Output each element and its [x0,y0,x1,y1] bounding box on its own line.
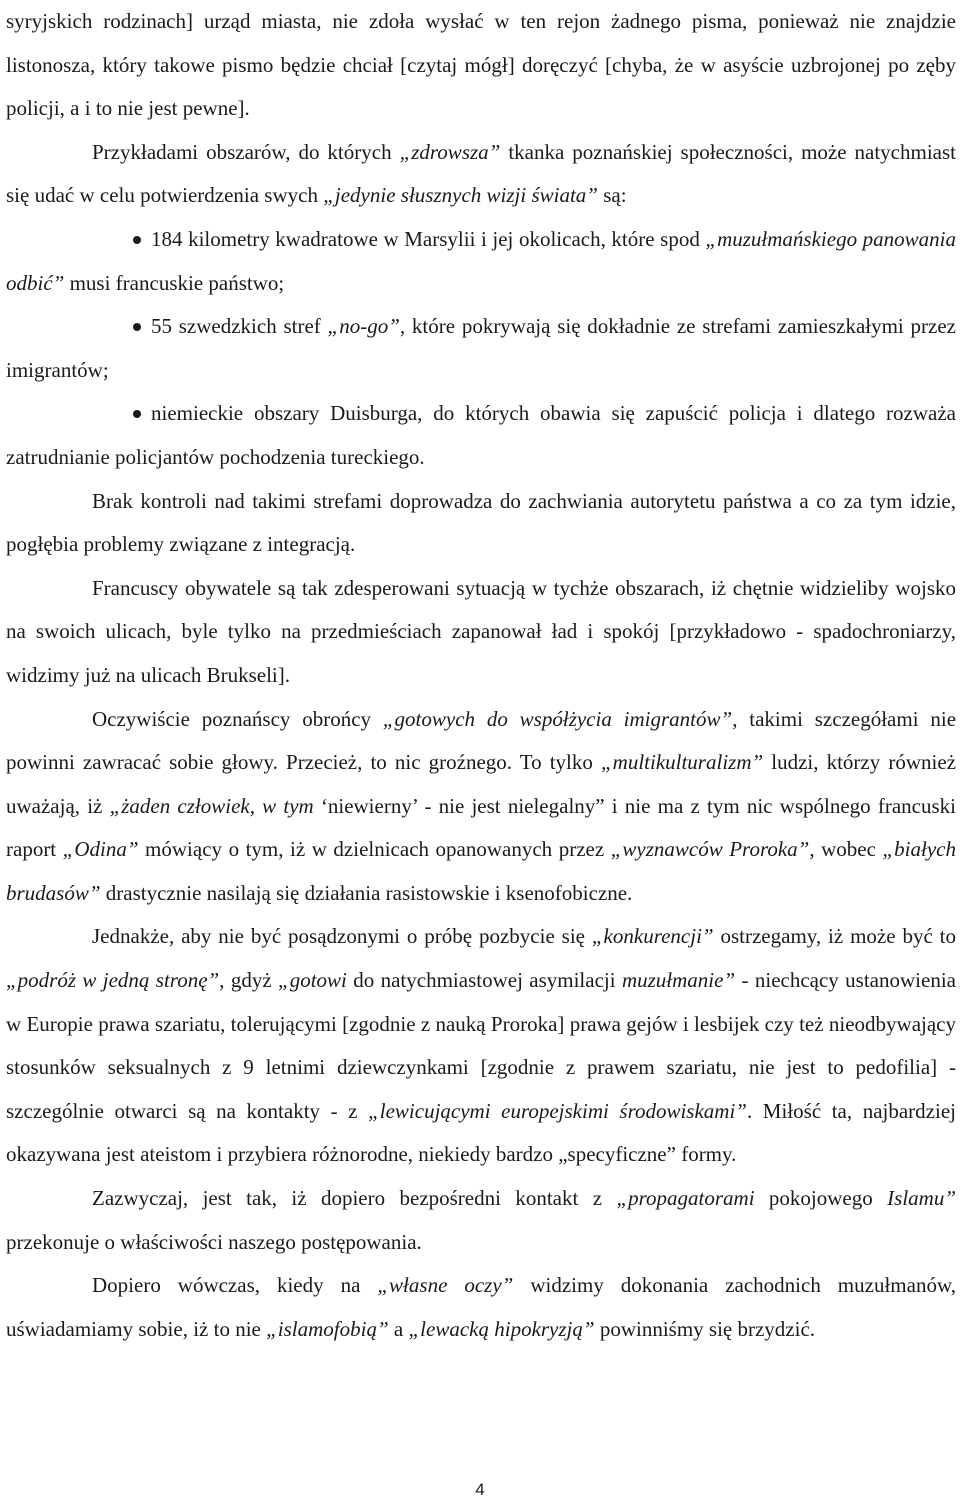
body-paragraph [6,480,956,567]
italic-phrase: „jedynie słusznych wizji świata” [323,183,598,208]
text-run: do natychmiastowej asymilacji [346,968,622,993]
bullet-icon [133,236,141,244]
body-paragraph [6,1264,956,1351]
text-run: widzimy dokonania zachodnich muzułmanów, uświadamiamy sobie, iż to nie [6,1273,957,1341]
text-run: drastycznie nasilają się działania rasistowskie i ksenofobiczne. [100,880,633,905]
text-run: 55 szwedzkich stref [151,314,328,339]
italic-phrase: „Odina” [62,837,139,862]
text-run: , takimi szczegółami nie powinni zawracać sobie głowy. Przecież, to nic groźnego. To tylko [6,706,957,775]
text-run: Jednakże, aby nie być posądzonymi o próbę pozbycie się [92,924,592,949]
text-run: ‘niewierny’ - nie jest nielegalny” i nie ma z tym nic wspólnego francuski raport [6,793,956,862]
document-page [6,0,956,1351]
body-paragraph [6,0,956,131]
bullet-item [6,305,956,392]
italic-phrase: „białych brudasów” [6,837,956,905]
bullet-icon [133,410,141,418]
italic-phrase: „muzułmańskiego panowania odbić” [6,226,956,295]
text-run: musi francuskie państwo; [64,270,285,295]
text-run: 184 kilometry kwadratowe w Marsylii i jej okolicach, które spod [151,226,706,251]
bullet-icon [133,323,141,331]
text-run: ostrzegamy, iż może być to [713,924,956,949]
text-run: niemieckie obszary Duisburga, do których obawia się zapuścić policja i dlatego rozważa zatrudnianie policjantów pochodzenia tureckiego. [6,401,956,469]
italic-phrase: „lewacką hipokryzją” [408,1316,595,1341]
italic-phrase: „islamofobią” [266,1316,389,1341]
text-run: - niechcący ustanowienia w Europie prawa szariatu, tolerującymi [zgodnie z nauką Proroka] prawa gejów i lesbijek czy też nieodbywający stosunków seksualnych z 9 letnimi dziewczynkami [zgodnie z prawem szariatu, nie jest to pedofilia] - szczególnie otwarci są na kontakty - z [6,968,956,1123]
text-run: są: [597,183,627,208]
italic-phrase: „multikulturalizm” [600,750,764,775]
italic-phrase: „no-go” [327,314,400,339]
text-run: Dopiero wówczas, kiedy na [92,1273,378,1298]
italic-phrase: „podróż w jedną stronę” [6,968,220,993]
text-run: , gdyż [219,968,279,993]
text-run: . Miłość ta, najbardziej okazywana jest ateistom i przybiera różnorodne, niekiedy bardzo „specyficzne” formy. [6,1098,956,1167]
italic-phrase: „żaden człowiek, w tym [109,793,314,818]
body-paragraph [6,131,956,218]
body-paragraph [6,915,956,1177]
text-run: , które pokrywają się dokładnie ze strefami zamieszkałymi przez imigrantów; [6,314,956,382]
text-run: Oczywiście poznańscy obrońcy [92,706,383,731]
text-run: Francuscy obywatele są tak zdesperowani sytuacją w tychże obszarach, iż chętnie widzieliby wojsko na swoich ulicach, byle tylko na przedmieściach zapanował ład i spokój [przykładowo - spadochroniarzy, widzimy już na ulicach Brukseli]. [6,575,956,687]
bullet-item [6,218,956,305]
text-run: Brak kontroli nad takimi strefami doprowadza do zachwiania autorytetu państwa a co za tym idzie, pogłębia problemy związane z integracją. [6,488,956,557]
italic-phrase: „gotowi [278,968,347,993]
text-run: , wobec [809,837,883,862]
body-paragraph [6,698,956,916]
italic-phrase: muzułmanie” [621,968,736,993]
text-run: mówiący o tym, iż w dzielnicach opanowanych przez [138,837,611,862]
body-paragraph [6,567,956,698]
page-number: 4 [475,1480,485,1499]
text-run: syryjskich rodzinach] urząd miasta, nie zdoła wysłać w ten rejon żadnego pisma, ponieważ nie znajdzie listonosza, który takowe pismo będzie chciał [czytaj mógł] doręczyć [chyba, że w asyście uzbrojonej po zęby policji, a i to nie jest pewne]. [6,9,956,121]
bullet-item [6,392,956,479]
text-run: Przykładami obszarów, do których [92,139,400,164]
text-run: przekonuje o właściwości naszego postępowania. [6,1229,422,1254]
text-run: powinniśmy się brzydzić. [594,1316,816,1341]
body-paragraph [6,1177,956,1264]
text-run: Zazwyczaj, jest tak, iż dopiero bezpośredni kontakt z [92,1186,617,1211]
italic-phrase: Islamu” [887,1186,957,1211]
text-run: tkanka poznańskiej społeczności, może natychmiast się udać w celu potwierdzenia swych [6,139,956,208]
text-run: pokojowego [754,1186,888,1211]
italic-phrase: „propagatorami [616,1186,755,1211]
text-run: ludzi, którzy również uważają, iż [6,750,956,818]
italic-phrase: „własne oczy” [377,1273,514,1298]
italic-phrase: „zdrowsza” [399,139,501,164]
italic-phrase: „lewicującymi europejskimi środowiskami” [368,1098,747,1123]
italic-phrase: „konkurencji” [591,924,714,949]
italic-phrase: „gotowych do współżycia imigrantów” [382,706,733,731]
italic-phrase: „wyznawców Proroka” [610,837,810,862]
text-run: a [388,1316,409,1341]
